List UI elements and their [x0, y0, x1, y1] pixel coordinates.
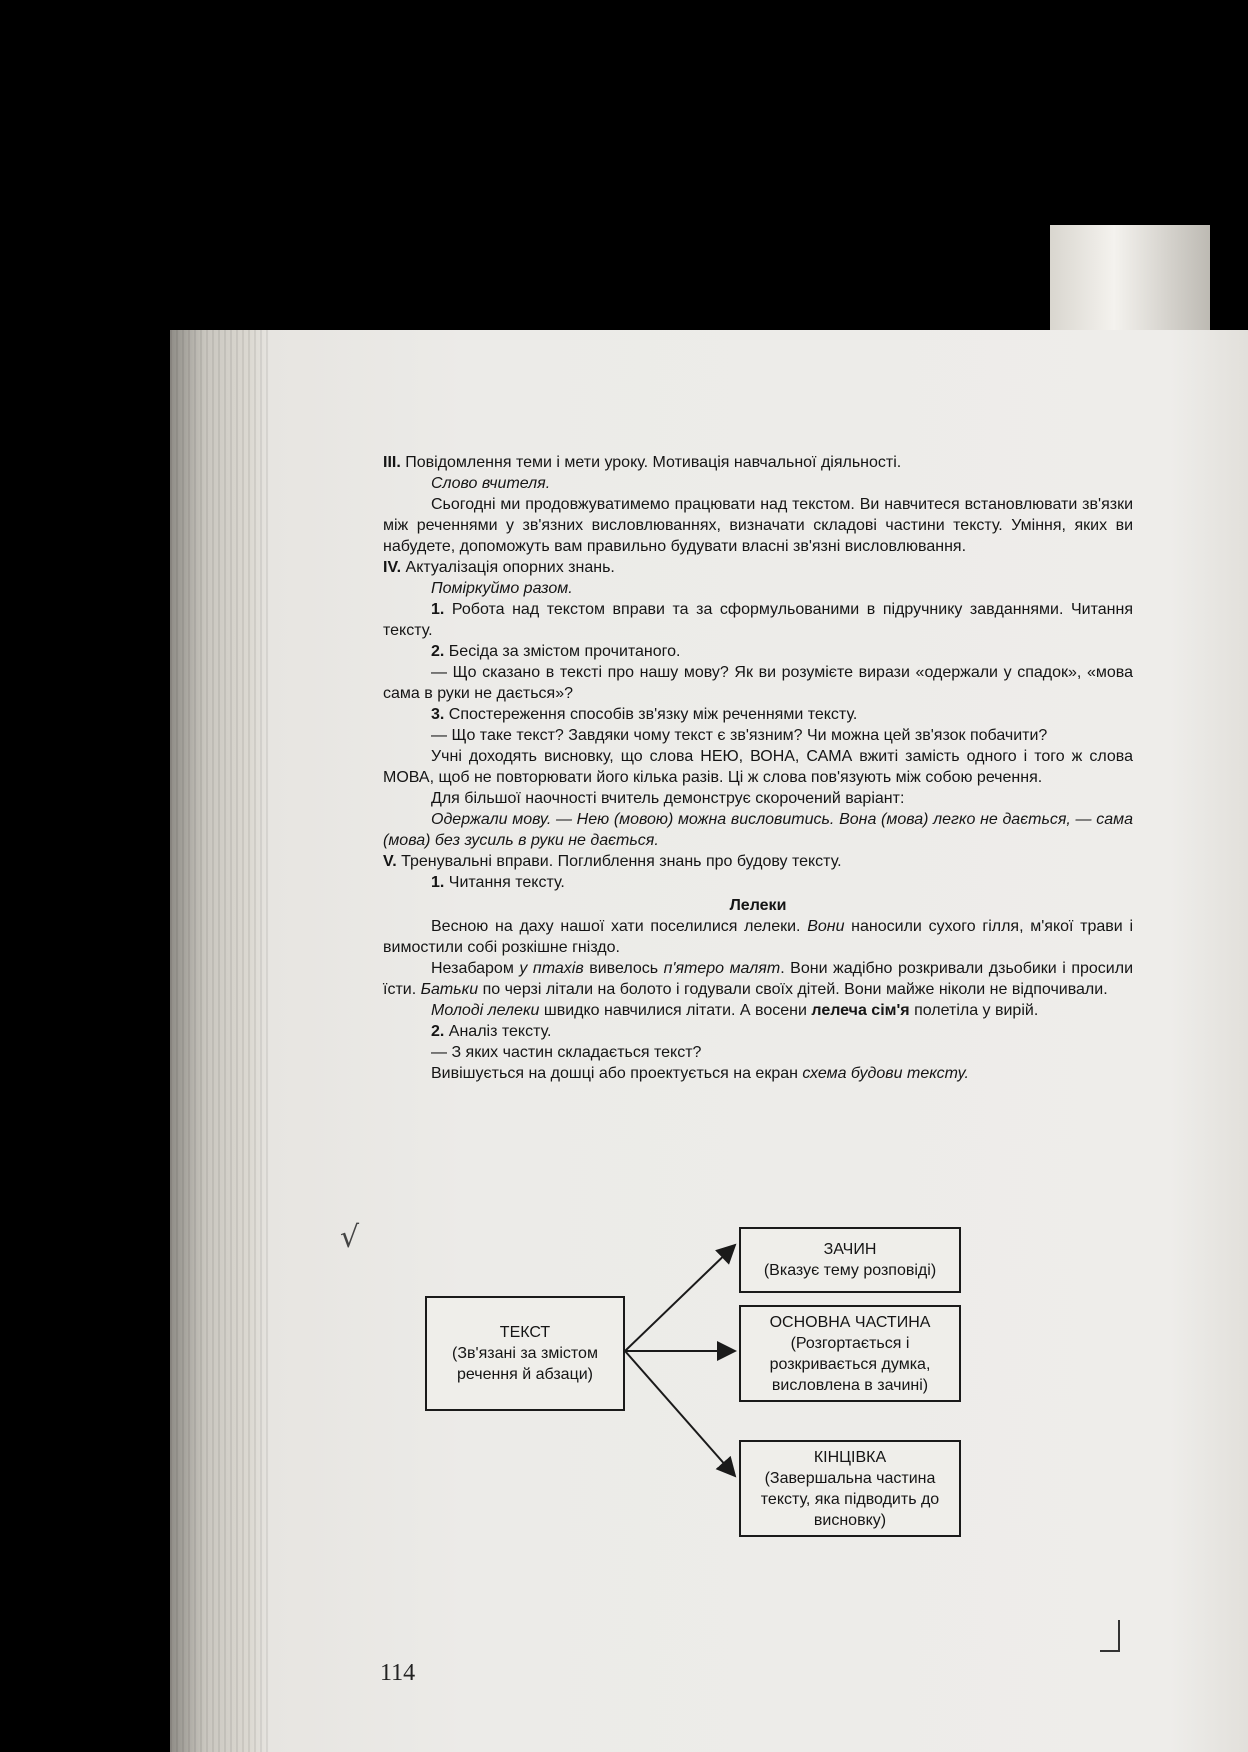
end-box-title: КІНЦІВКА	[813, 1448, 887, 1466]
book-spine-edge	[170, 330, 270, 1752]
page-number: 114	[380, 1660, 416, 1686]
v-item-2: 2. Аналіз тексту.	[431, 1023, 552, 1040]
section-4-heading: ІV. Актуалізація опорних знань.	[383, 559, 615, 576]
question-2: — Що таке текст? Завдяки чому текст є зв'язним? Чи можна цей зв'язок побачити?	[431, 727, 1048, 744]
conclusion: Учні доходять висновку, що слова НЕЮ, ВОНА, САМА вжиті замість одного і того ж слова МОВА, щоб не повторювати його кілька разів. Ці ж слова пов'язують між собою речення.	[383, 748, 1133, 786]
demo-intro: Для більшої наочності вчитель демонструє скорочений варіант:	[431, 790, 905, 807]
start-box-title: ЗАЧИН	[823, 1241, 877, 1258]
start-box	[739, 1227, 961, 1293]
story-paragraph-1: Весною на даху нашої хати поселилися лелеки. Вони наносили сухого гілля, м'якої трави і вимостили собі розкішне гніздо.	[383, 918, 1134, 956]
arrow-to-end	[625, 1351, 735, 1476]
item-3: 3. Спостереження способів зв'язку між реченнями тексту.	[431, 706, 858, 723]
story-paragraph-2: Незабаром у птахів вивелось п'ятеро малят. Вони жадібно розкривали дзьобики і просили їсти. Батьки по черзі літали на болото і годували своїх дітей. Вони майже ніколи не відпочивали.	[383, 960, 1134, 998]
item-2: 2. Бесіда за змістом прочитаного.	[431, 643, 681, 660]
text-box-title: ТЕКСТ	[499, 1324, 551, 1341]
main-box-title: ОСНОВНА ЧАСТИНА	[769, 1313, 931, 1331]
demo-example: Одержали мову. — Нею (мовою) можна висловитись. Вона (мова) легко не дається, — сама (мова) без зусиль в руки не дається.	[383, 811, 1133, 849]
text-structure-diagram	[425, 1227, 1125, 1587]
think-together-label: Поміркуймо разом.	[431, 580, 573, 597]
book-page	[170, 330, 1248, 1752]
section-3-heading: ІІІ. Повідомлення теми і мети уроку. Мотивація навчальної діяльності.	[383, 454, 902, 471]
end-box	[739, 1440, 961, 1537]
text-box	[425, 1296, 625, 1411]
v-item-1: 1. Читання тексту.	[431, 874, 565, 891]
lesson-text	[383, 452, 1133, 1084]
question-1: — Що сказано в тексті про нашу мову? Як ви розумієте вирази «одержали у спадок», «мова сама в руки не дається»?	[383, 664, 1133, 702]
item-1: 1. Робота над текстом вправи та за сформульованими в підручнику завданнями. Читання тексту.	[383, 601, 1133, 639]
arrow-to-start	[625, 1245, 735, 1351]
end-box-desc: (Завершальна частина тексту, яка підводить до висновку)	[760, 1469, 940, 1529]
handwritten-mark	[1100, 1620, 1120, 1652]
teacher-word-label: Слово вчителя.	[431, 475, 551, 492]
teacher-speech: Сьогодні ми продовжуватимемо працювати над текстом. Ви навчитеся встановлювати зв'язки між реченнями у зв'язних висловлюваннях, визначати складові частини тексту. Уміння, яких ви набудете, допоможуть вам правильно будувати власні зв'язні висловлювання.	[383, 496, 1133, 555]
main-box-desc: (Розгортається і розкривається думка, висловлена в зачині)	[769, 1334, 931, 1394]
section-5-heading: V. Тренувальні вправи. Поглиблення знань про будову тексту.	[383, 853, 842, 870]
page-edge-tabs	[1050, 225, 1210, 345]
scheme-intro: Вивішується на дошці або проектується на екран схема будови тексту.	[431, 1065, 969, 1082]
text-box-desc: (Зв'язані за змістом речення й абзаци)	[452, 1345, 598, 1383]
question-3: — З яких частин складається текст?	[431, 1044, 702, 1061]
handwritten-checkmark: √	[340, 1220, 360, 1255]
main-box	[739, 1305, 961, 1402]
story-title: Лелеки	[729, 897, 787, 914]
start-box-desc: (Вказує тему розповіді)	[763, 1262, 937, 1279]
story-paragraph-3: Молоді лелеки швидко навчилися літати. А восени лелеча сім'я полетіла у вирій.	[431, 1002, 1039, 1019]
